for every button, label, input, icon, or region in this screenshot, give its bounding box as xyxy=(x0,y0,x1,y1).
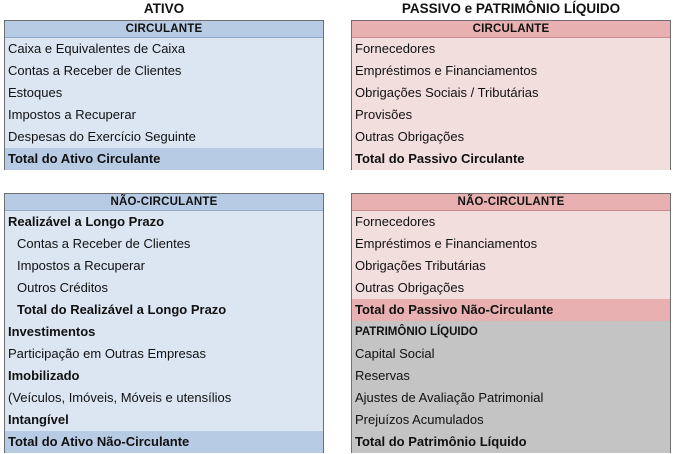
ativo-title: ATIVO xyxy=(143,1,185,16)
patrimonio-item: Capital Social xyxy=(355,346,435,361)
ativo-circulante-header: CIRCULANTE xyxy=(5,21,323,38)
patrimonio-liquido-header: PATRIMÔNIO LÍQUIDO xyxy=(355,326,478,338)
ativo-circulante-total: Total do Ativo Circulante xyxy=(5,148,323,170)
passivo-nao-circulante-header: NÃO-CIRCULANTE xyxy=(352,194,670,211)
patrimonio-item: Reservas xyxy=(355,368,410,383)
realizavel-total: Total do Realizável a Longo Prazo xyxy=(17,302,227,317)
ativo-circulante-item: Impostos a Recuperar xyxy=(8,107,136,122)
passivo-title: PASSIVO e PATRIMÔNIO LÍQUIDO xyxy=(401,1,621,16)
passivo-circulante-item: Outras Obrigações xyxy=(355,129,465,144)
ativo-circulante-item: Estoques xyxy=(8,85,63,100)
passivo-circulante-item: Provisões xyxy=(355,107,413,122)
realizavel-item: Impostos a Recuperar xyxy=(17,258,145,273)
intangivel-heading: Intangível xyxy=(8,412,69,427)
ativo-nao-circulante-table xyxy=(4,193,324,453)
passivo-nao-circulante-item: Empréstimos e Financiamentos xyxy=(355,236,538,251)
realizavel-item: Outros Créditos xyxy=(17,280,109,295)
ativo-circulante-item: Despesas do Exercício Seguinte xyxy=(8,129,196,144)
ativo-circulante-table xyxy=(4,20,324,170)
passivo-circulante-header: CIRCULANTE xyxy=(352,21,670,38)
passivo-nao-circulante-total: Total do Passivo Não-Circulante xyxy=(352,299,670,321)
patrimonio-total: Total do Patrimônio Líquido xyxy=(355,434,527,449)
passivo-nao-circulante-item: Fornecedores xyxy=(355,214,436,229)
passivo-circulante-item: Empréstimos e Financiamentos xyxy=(355,63,538,78)
ativo-nao-circulante-header: NÃO-CIRCULANTE xyxy=(5,194,323,211)
passivo-circulante-total: Total do Passivo Circulante xyxy=(352,148,670,170)
passivo-nao-circulante-item: Outras Obrigações xyxy=(355,280,465,295)
ativo-circulante-item: Contas a Receber de Clientes xyxy=(8,63,182,78)
imobilizado-heading: Imobilizado xyxy=(8,368,80,383)
investimentos-heading: Investimentos xyxy=(8,324,96,339)
passivo-nao-circulante-item: Obrigações Tributárias xyxy=(355,258,486,273)
imobilizado-detail: (Veículos, Imóveis, Móveis e utensílios xyxy=(8,390,232,405)
realizavel-item: Contas a Receber de Clientes xyxy=(17,236,191,251)
passivo-circulante-table xyxy=(351,20,671,170)
passivo-circulante-item: Fornecedores xyxy=(355,41,436,56)
patrimonio-item: Prejuízos Acumulados xyxy=(355,412,484,427)
ativo-circulante-item: Caixa e Equivalentes de Caixa xyxy=(8,41,186,56)
passivo-nao-circulante-table xyxy=(351,193,671,453)
ativo-nao-circulante-total: Total do Ativo Não-Circulante xyxy=(5,431,323,453)
realizavel-heading: Realizável a Longo Prazo xyxy=(8,214,165,229)
passivo-circulante-item: Obrigações Sociais / Tributárias xyxy=(355,85,539,100)
patrimonio-liquido-section xyxy=(352,321,670,453)
patrimonio-item: Ajustes de Avaliação Patrimonial xyxy=(355,390,544,405)
participacao-item: Participação em Outras Empresas xyxy=(8,346,206,361)
